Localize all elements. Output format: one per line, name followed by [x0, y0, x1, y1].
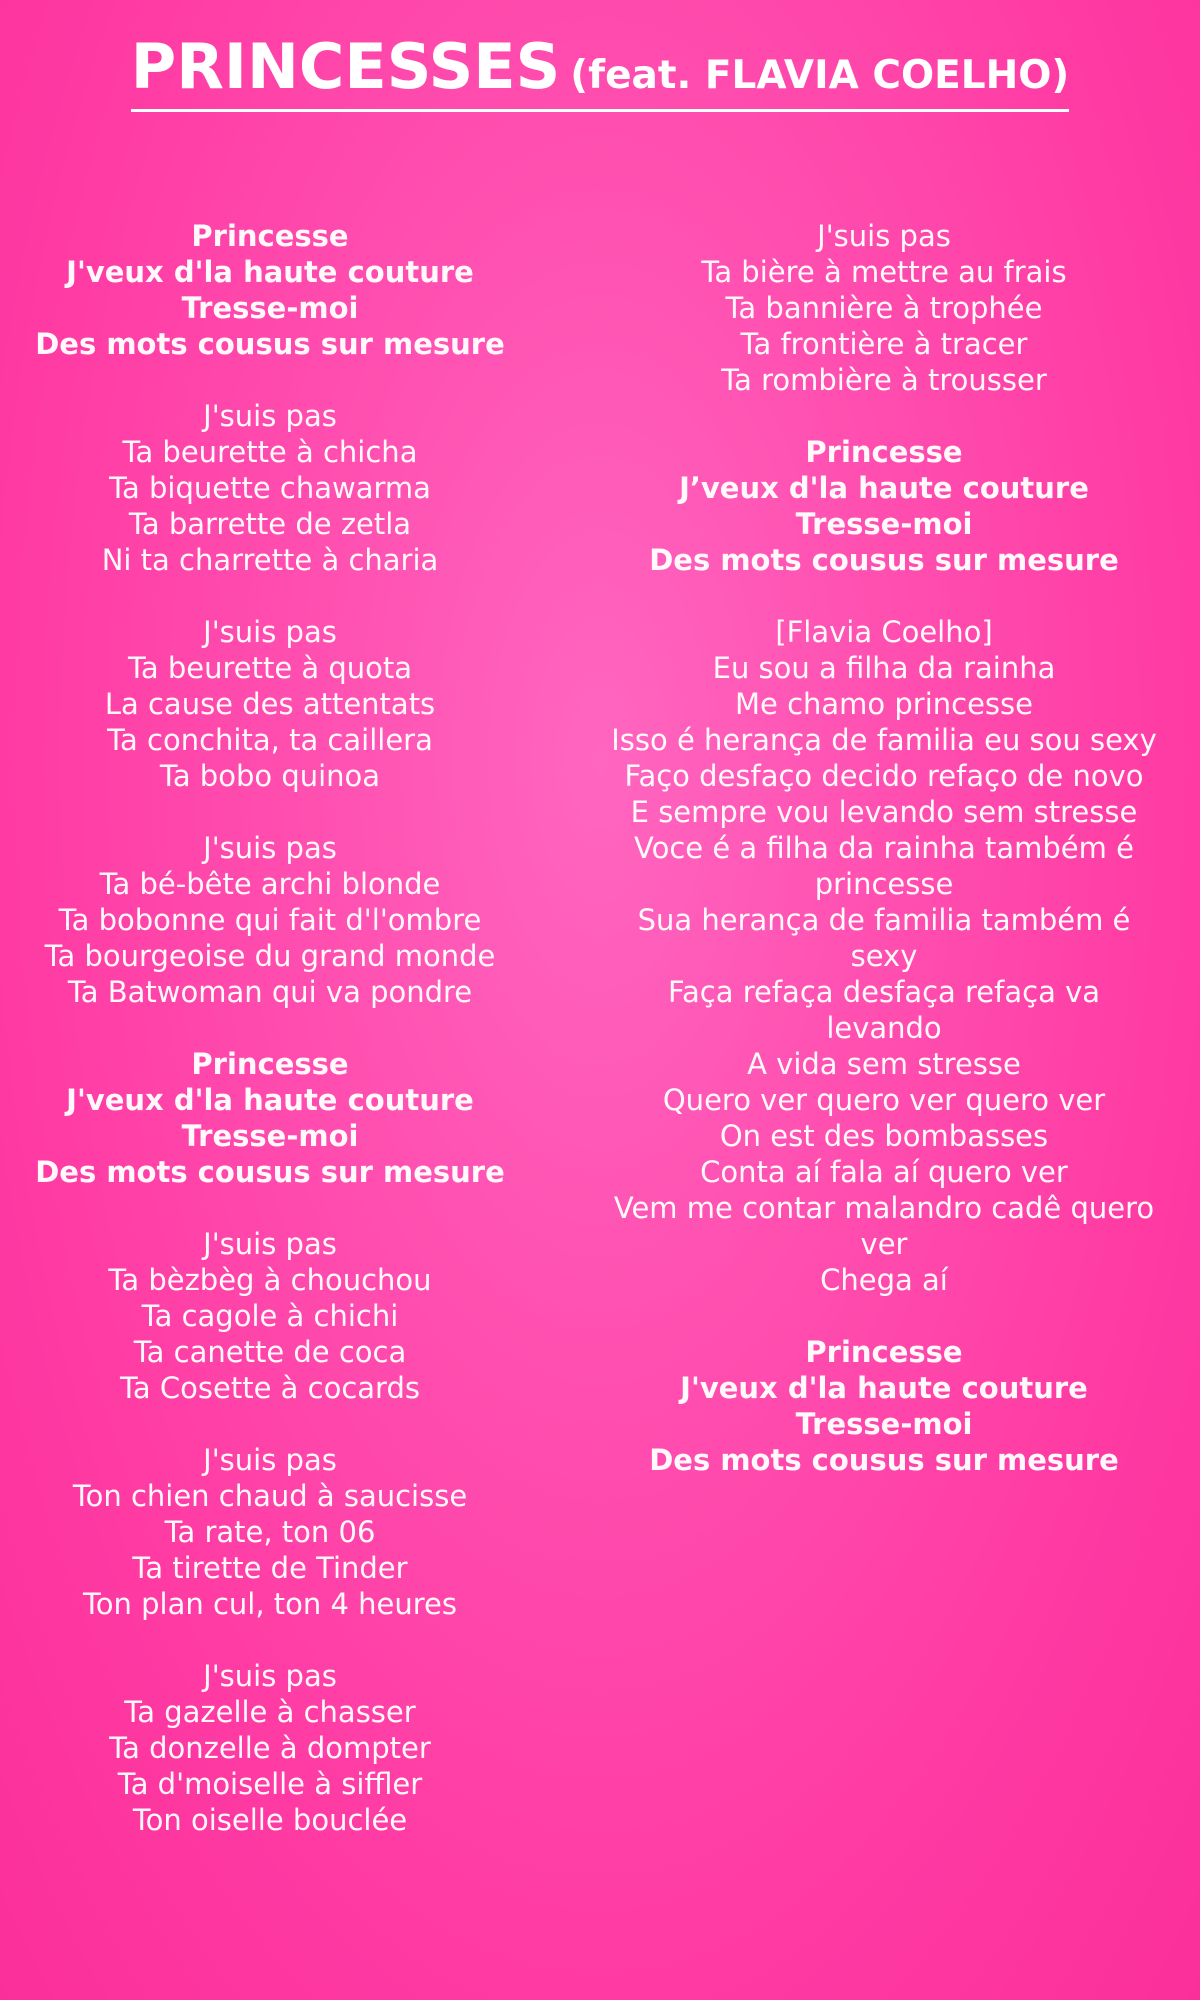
lyric-line: Isso é herança de familia eu sou sexy	[611, 723, 1157, 757]
lyric-line: Des mots cousus sur mesure	[649, 543, 1119, 577]
song-title-main: PRINCESSES	[130, 30, 561, 103]
lyric-line: Ta bannière à trophée	[725, 291, 1043, 325]
lyric-line: J'suis pas	[203, 615, 337, 649]
verse-stanza	[8, 614, 532, 794]
lyric-line: Voce é a filha da rainha também é	[634, 831, 1134, 865]
verse-stanza	[582, 614, 1186, 1298]
lyric-line: J'veux d'la haute couture	[680, 1371, 1088, 1405]
verse-stanza	[8, 398, 532, 578]
lyric-line: Ni ta charrette à charia	[101, 543, 439, 577]
lyric-line: Ta rate, ton 06	[164, 1515, 376, 1549]
lyric-line: Des mots cousus sur mesure	[649, 1443, 1119, 1477]
lyric-line: Sua herança de familia também é	[637, 903, 1131, 937]
chorus-stanza	[8, 218, 532, 362]
lyric-line: J'suis pas	[203, 399, 337, 433]
lyric-line: A vida sem stresse	[747, 1047, 1021, 1081]
title-header	[0, 30, 1200, 112]
lyric-line: Ta rombière à trousser	[721, 363, 1047, 397]
lyric-line: Ta cagole à chichi	[141, 1299, 399, 1333]
lyric-line: Ta beurette à quota	[127, 651, 413, 685]
lyric-line: Ta bourgeoise du grand monde	[44, 939, 496, 973]
lyric-line: Ta d'moiselle à siffler	[117, 1767, 423, 1801]
verse-stanza	[8, 830, 532, 1010]
lyric-line: Chega aí	[820, 1263, 948, 1297]
lyric-line: Ta donzelle à dompter	[109, 1731, 431, 1765]
lyric-line: Me chamo princesse	[734, 687, 1033, 721]
lyric-line: Ta biquette chawarma	[109, 471, 431, 505]
lyric-line: levando	[826, 1011, 942, 1045]
verse-stanza	[8, 1658, 532, 1838]
lyric-line: Ta bière à mettre au frais	[701, 255, 1067, 289]
lyric-line: Tresse-moi	[181, 1119, 359, 1153]
lyric-line: Tresse-moi	[795, 507, 973, 541]
lyric-line: Faço desfaço decido refaço de novo	[624, 759, 1144, 793]
lyric-line: J'suis pas	[817, 219, 951, 253]
lyric-line: Ton plan cul, ton 4 heures	[83, 1587, 457, 1621]
lyric-line: Tresse-moi	[795, 1407, 973, 1441]
lyric-line: Ta bobonne qui fait d'l'ombre	[58, 903, 482, 937]
lyric-line: J'suis pas	[203, 1443, 337, 1477]
verse-stanza	[8, 1442, 532, 1622]
lyric-line: J'suis pas	[203, 1659, 337, 1693]
lyric-line: Ta beurette à chicha	[122, 435, 418, 469]
lyric-line: Ta Cosette à cocards	[120, 1371, 420, 1405]
song-title-feat: (feat. FLAVIA COELHO)	[570, 53, 1070, 98]
lyric-line: Vem me contar malandro cadê quero	[613, 1191, 1155, 1225]
lyric-line: Ta bobo quinoa	[159, 759, 381, 793]
lyric-line: Tresse-moi	[181, 291, 359, 325]
lyric-line: Ta canette de coca	[133, 1335, 407, 1369]
chorus-stanza	[582, 1334, 1186, 1478]
lyric-line: Ta tirette de Tinder	[132, 1551, 408, 1585]
lyric-line: Ta Batwoman qui va pondre	[67, 975, 473, 1009]
lyric-line: Quero ver quero ver quero ver	[662, 1083, 1106, 1117]
lyric-line: Ta bèzbèg à chouchou	[108, 1263, 432, 1297]
lyric-line: Princesse	[191, 219, 349, 253]
lyric-line: J'veux d'la haute couture	[66, 255, 474, 289]
lyric-line: J'suis pas	[203, 831, 337, 865]
lyric-line: Princesse	[191, 1047, 349, 1081]
lyric-line: sexy	[850, 939, 918, 973]
lyric-line: Des mots cousus sur mesure	[35, 1155, 505, 1189]
lyric-line: J'suis pas	[203, 1227, 337, 1261]
lyric-line: Ta conchita, ta caillera	[107, 723, 433, 757]
lyric-line: Ton oiselle bouclée	[132, 1803, 408, 1837]
lyric-line: ver	[860, 1227, 908, 1261]
lyric-line: [Flavia Coelho]	[775, 615, 993, 649]
lyrics-right-column	[582, 218, 1186, 1514]
lyric-line: Ta frontière à tracer	[740, 327, 1028, 361]
lyric-line: J’veux d'la haute couture	[679, 471, 1089, 505]
song-title	[131, 30, 1070, 112]
lyric-line: Ta gazelle à chasser	[124, 1695, 416, 1729]
lyric-line: La cause des attentats	[104, 687, 436, 721]
chorus-stanza	[8, 1046, 532, 1190]
lyric-line: Ta bé-bête archi blonde	[99, 867, 441, 901]
verse-stanza	[582, 218, 1186, 398]
lyric-line: Eu sou a filha da rainha	[712, 651, 1056, 685]
lyric-line: Conta aí fala aí quero ver	[700, 1155, 1068, 1189]
lyric-line: princesse	[814, 867, 954, 901]
chorus-stanza	[582, 434, 1186, 578]
verse-stanza	[8, 1226, 532, 1406]
lyric-line: E sempre vou levando sem stresse	[630, 795, 1138, 829]
lyric-line: On est des bombasses	[719, 1119, 1049, 1153]
lyric-line: Faça refaça desfaça refaça va	[667, 975, 1100, 1009]
lyric-line: Ta barrette de zetla	[128, 507, 412, 541]
lyric-line: Princesse	[805, 435, 963, 469]
lyric-line: Ton chien chaud à saucisse	[72, 1479, 468, 1513]
lyrics-left-column	[8, 218, 532, 1874]
lyric-line: Des mots cousus sur mesure	[35, 327, 505, 361]
lyric-line: Princesse	[805, 1335, 963, 1369]
lyric-line: J'veux d'la haute couture	[66, 1083, 474, 1117]
